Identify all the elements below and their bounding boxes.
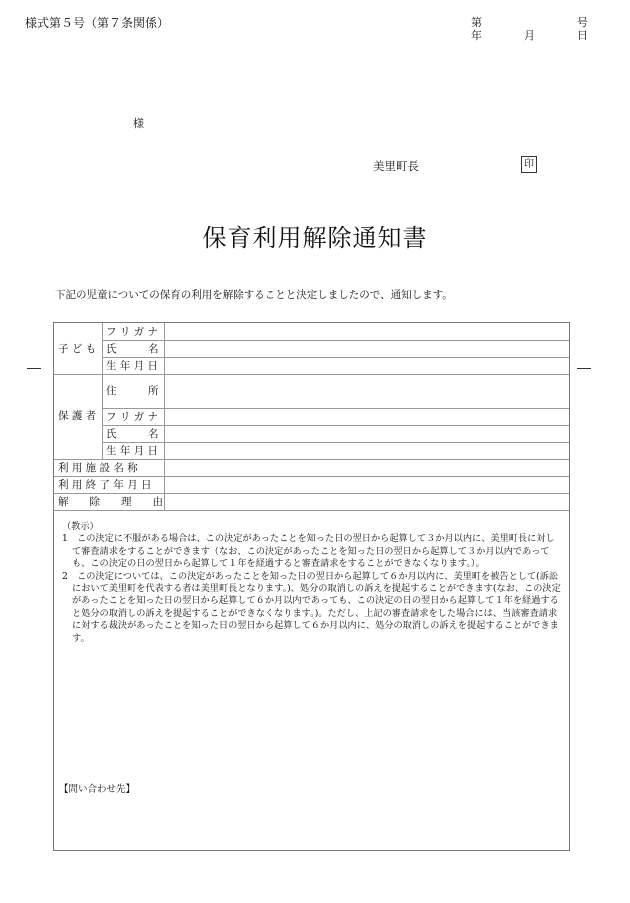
issue-no-prefix: 第 [471, 16, 482, 29]
column-divider [164, 323, 165, 510]
date-month: 月 [524, 29, 535, 42]
facility-name-label: 利 用 施 設 名 称 [58, 462, 138, 474]
issue-no-suffix: 号 [577, 16, 588, 29]
date-year: 年 [471, 29, 482, 42]
column-divider [102, 323, 103, 459]
contact-label: 【問い合わせ先】 [59, 784, 136, 795]
fold-mark-right [577, 368, 591, 369]
guardian-name-label: 氏 名 [106, 428, 159, 440]
notice-item: 1 この決定に不服がある場合は、この決定があったことを知った日の翌日から起算して３か月以内に、美里町長に対して審査請求をすることができます（なお、この決定があったことを知った日の翌日から起算して３か月以内であっても、この決定の日の翌日から起算して１年を経過すると審査請求をすることができなくなります。）。 [62, 533, 555, 570]
row-divider [54, 510, 569, 511]
row-divider [54, 476, 569, 477]
child-name-label: 氏 名 [106, 343, 159, 355]
form-number: 様式第５号（第７条関係） [25, 16, 170, 30]
child-birthdate-label: 生 年 月 日 [106, 360, 159, 372]
guardian-address-label: 住 所 [106, 385, 159, 397]
fold-mark-left [27, 368, 41, 369]
seal-mark: 印 [521, 156, 537, 173]
guardian-birthdate-label: 生 年 月 日 [106, 445, 159, 457]
row-divider [102, 408, 569, 409]
reason-label: 解 除 理 由 [58, 496, 163, 508]
issuer-name: 美里町長 [373, 159, 419, 173]
notice-item: 2 この決定については、この決定があったことを知った日の翌日から起算して６か月以内に、美里町を被告として(訴訟において美里町を代表する者は美里町長となります。)、処分の取消しの訴えを提起することができます(なお、この決定があったことを知った日の翌日から起算して６か月以内であっても、この決定の日の翌日から起算して１年を経過すると処分の取消しの訴えを提起することができなくなります。)。ただし、上記の審査請求をした場合には、当該審査請求に対する裁決があったことを知った日の翌日から起算して６か月以内に、処分の取消しの訴えを提起することができます。 [62, 570, 561, 644]
end-date-label: 利 用 終 了 年 月 日 [58, 479, 152, 491]
form-table [53, 322, 570, 851]
addressee-honorific: 様 [133, 117, 144, 130]
row-divider [54, 459, 569, 460]
intro-text: 下記の児童についての保育の利用を解除することと決定しましたので、通知します。 [55, 289, 453, 301]
guardian-furigana-label: フ リ ガ ナ [106, 411, 159, 423]
row-divider [102, 442, 569, 443]
row-divider [102, 340, 569, 341]
row-divider [102, 357, 569, 358]
document-title: 保育利用解除通知書 [202, 224, 428, 252]
child-group-label: 子 ど も [58, 343, 97, 355]
legal-notice [62, 521, 561, 645]
date-day: 日 [577, 29, 588, 42]
notice-heading: （教示） [62, 521, 99, 532]
row-divider [54, 493, 569, 494]
guardian-group-label: 保 護 者 [58, 410, 97, 422]
row-divider [54, 374, 569, 375]
child-furigana-label: フ リ ガ ナ [106, 326, 159, 338]
row-divider [102, 425, 569, 426]
